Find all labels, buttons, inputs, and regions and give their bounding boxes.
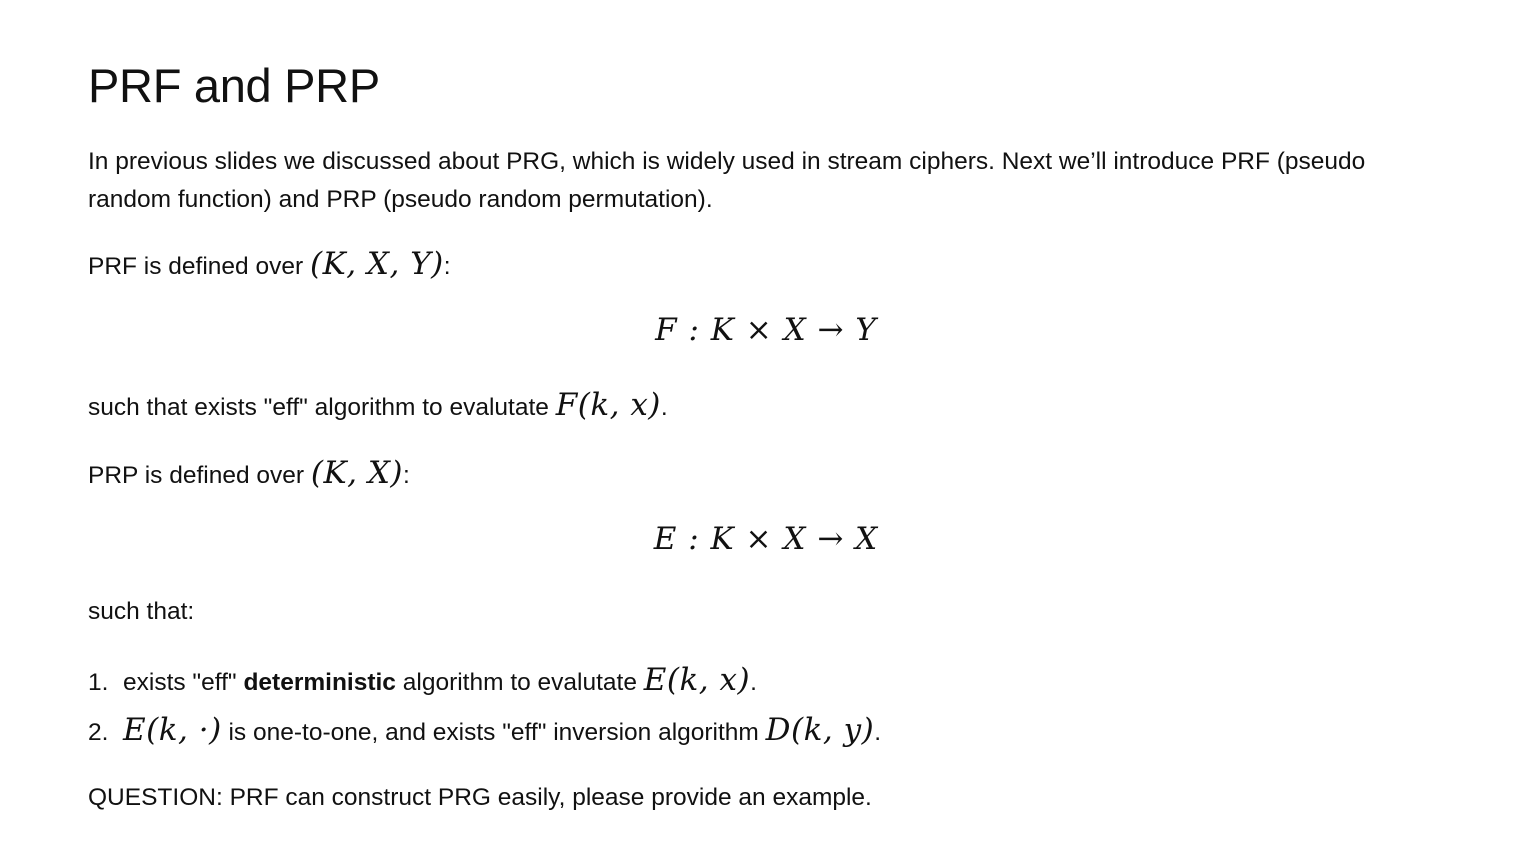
- list-item: [88, 655, 881, 705]
- prf-such-that-text: such that exists "eff" algorithm to evalutate: [88, 394, 556, 421]
- list-text: is one-to-one, and exists "eff" inversion algorithm: [221, 719, 766, 746]
- list-text: algorithm to evalutate: [395, 669, 644, 696]
- prp-such-that-line: such that:: [88, 598, 195, 625]
- prf-eval-math: F(k, x): [555, 387, 661, 423]
- list-math: E(k, ·): [123, 712, 222, 748]
- prp-tuple-math: (K, X): [310, 455, 404, 491]
- prp-definition-line: [88, 454, 410, 495]
- prp-display-equation: E : K × X → X: [653, 521, 879, 557]
- list-number: 2.: [88, 719, 109, 746]
- prf-definition-text: PRF is defined over: [88, 253, 310, 280]
- prf-such-that-line: [88, 386, 668, 427]
- prp-definition-text: PRP is defined over: [88, 462, 311, 489]
- list-math: E(k, x): [643, 662, 751, 698]
- prf-colon: :: [443, 253, 451, 280]
- list-math: D(k, y): [765, 712, 875, 748]
- prf-tuple-math: (K, X, Y): [309, 246, 444, 282]
- prf-definition-line: [88, 245, 451, 286]
- list-number: 1.: [88, 669, 109, 696]
- prf-display-equation: F : K × X → Y: [655, 312, 877, 348]
- prp-conditions-list: [88, 655, 881, 755]
- prp-colon: :: [403, 462, 410, 489]
- question-line: QUESTION: PRF can construct PRG easily, please provide an example.: [88, 784, 872, 811]
- list-period: .: [874, 719, 882, 746]
- list-bold-text: deterministic: [243, 669, 396, 696]
- list-item: [88, 705, 881, 755]
- prf-period: .: [660, 394, 668, 421]
- intro-paragraph: In previous slides we discussed about PRG, which is widely used in stream ciphers. Next we’ll introduce PRF (pseudo random function) and PRP (pseudo random permutation).: [88, 148, 1366, 213]
- list-period: .: [750, 669, 757, 696]
- list-text: exists "eff": [123, 669, 244, 696]
- slide-title: PRF and PRP: [88, 59, 380, 112]
